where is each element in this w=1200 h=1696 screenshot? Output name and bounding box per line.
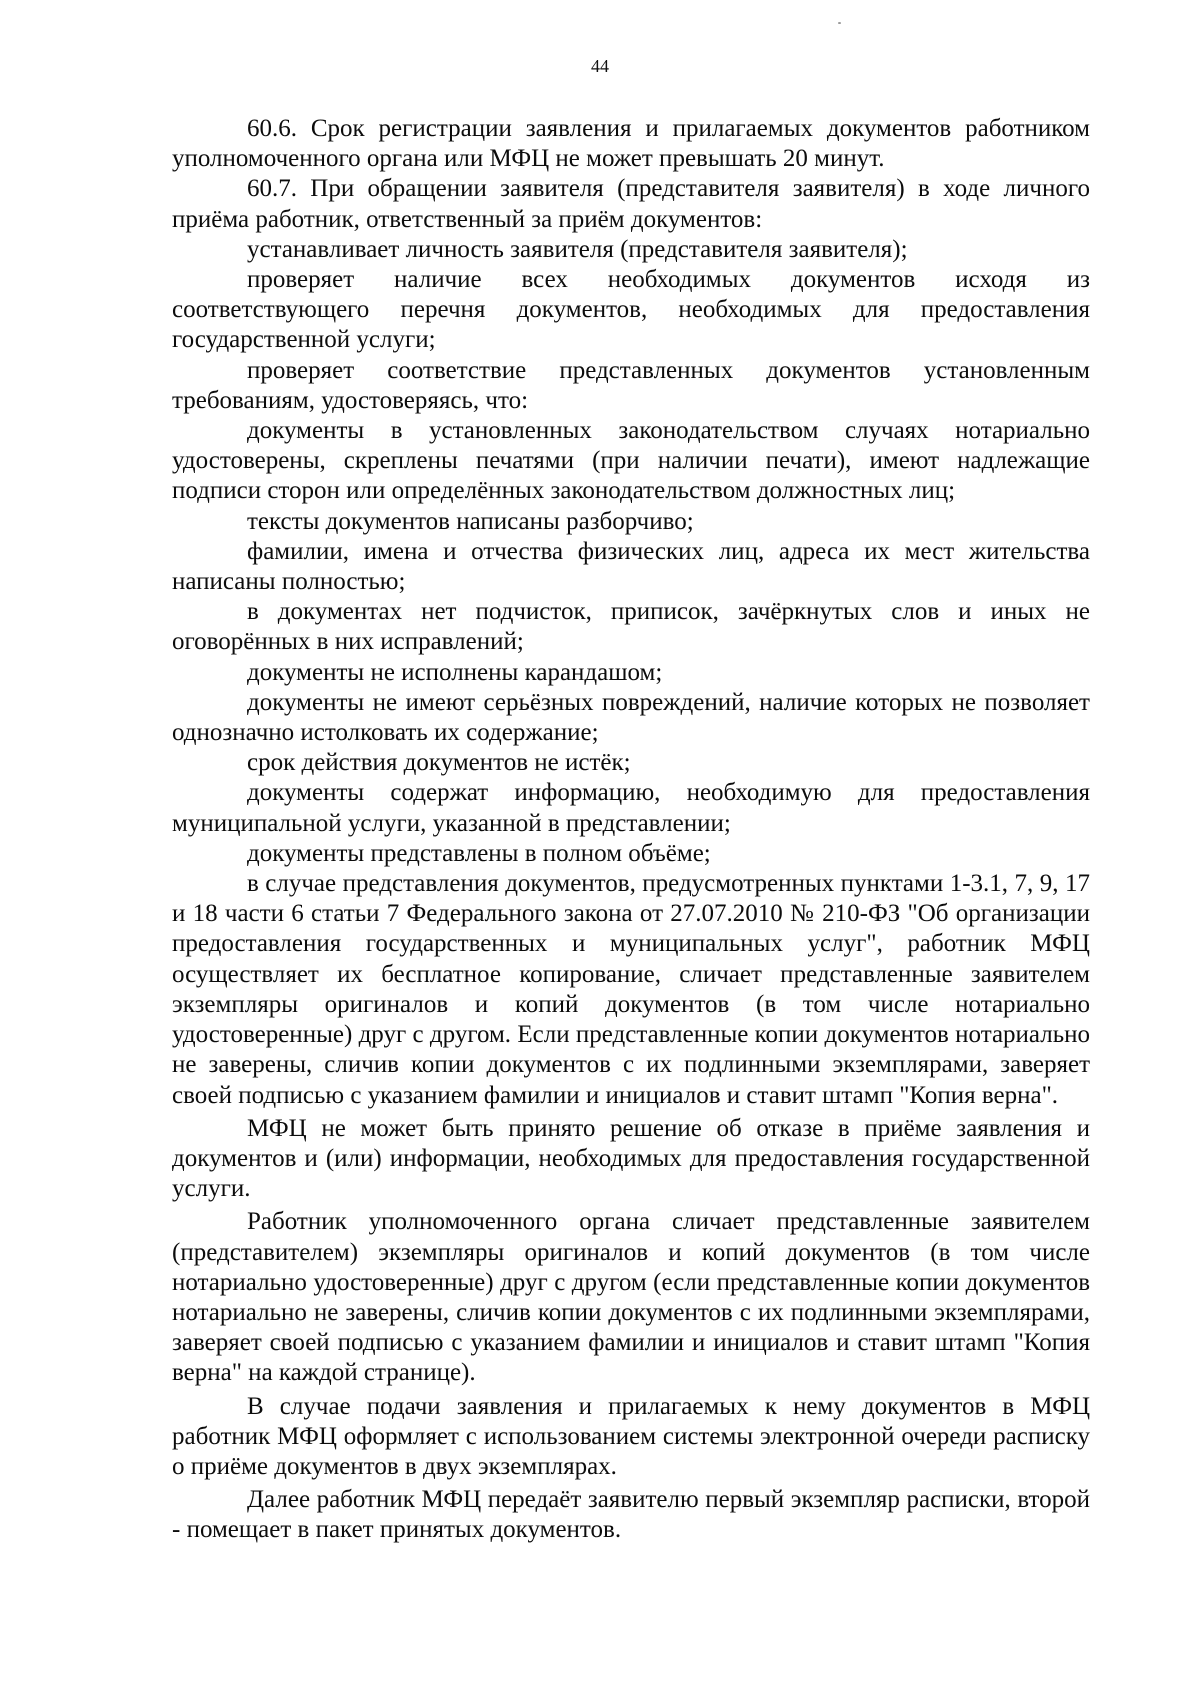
paragraph: В случае подачи заявления и прилагаемых к нему документов в МФЦ работник МФЦ оформляет с использованием системы электронной очереди расписку о приёме документов в двух экземплярах. bbox=[172, 1392, 1090, 1480]
list-item: в случае представления документов, предусмотренных пунктами 1-3.1, 7, 9, 17 и 18 части 6 статьи 7 Федерального закона от 27.07.2010 № 210-ФЗ "Об организации предоставления государственных и муниципальных услуг", работник МФЦ осуществляет их бесплатное копирование, сличает представленные заявителем экземпляры оригиналов и копий документов (в том числе нотариально удостоверенные) друг с другом. Если представленные копии документов нотариально не заверены, сличив копии документов с их подлинными экземплярами, заверяет своей подписью с указанием фамилии и инициалов и ставит штамп "Копия верна". bbox=[172, 870, 1090, 1109]
paragraph-60-7: 60.7. При обращении заявителя (представителя заявителя) в ходе личного приёма работник, ответственный за приём документов: bbox=[172, 175, 1090, 233]
list-item: срок действия документов не истёк; bbox=[247, 749, 631, 777]
list-item: фамилии, имена и отчества физических лиц, адреса их мест жительства написаны полностью; bbox=[172, 537, 1090, 596]
document-body bbox=[172, 114, 1090, 1546]
list-item: документы представлены в полном объёме; bbox=[247, 839, 711, 867]
list-item: документы в установленных законодательством случаях нотариально удостоверены, скреплены печатями (при наличии печати), имеют надлежащие подписи сторон или определённых законодательством должностных лиц; bbox=[172, 417, 1090, 505]
list-item: документы не исполнены карандашом; bbox=[247, 658, 663, 686]
paragraph: Далее работник МФЦ передаёт заявителю первый экземпляр расписки, второй - помещает в пакет принятых документов. bbox=[172, 1486, 1090, 1544]
paragraph: Работник уполномоченного органа сличает представленные заявителем (представителем) экземпляры оригиналов и копий документов (в том числе нотариально удостоверенные) друг с другом (если представленные копии документов нотариально не заверены, сличив копии документов с их подлинными экземплярами, заверяет своей подписью с указанием фамилии и инициалов и ставит штамп "Копия верна" на каждой странице). bbox=[172, 1208, 1090, 1387]
paragraph: МФЦ не может быть принято решение об отказе в приёме заявления и документов и (или) информации, необходимых для предоставления государственной услуги. bbox=[172, 1114, 1090, 1203]
page-number: 44 bbox=[591, 56, 609, 76]
list-item: документы содержат информацию, необходимую для предоставления муниципальной услуги, указанной в представлении; bbox=[172, 779, 1090, 837]
scan-speck bbox=[838, 22, 841, 24]
list-item: тексты документов написаны разборчиво; bbox=[247, 507, 694, 535]
list-item: документы не имеют серьёзных повреждений, наличие которых не позволяет однозначно истолковать их содержание; bbox=[172, 688, 1090, 747]
list-item: в документах нет подчисток, приписок, зачёркнутых слов и иных не оговорённых в них исправлений; bbox=[172, 598, 1090, 656]
list-item: устанавливает личность заявителя (представителя заявителя); bbox=[247, 235, 908, 263]
paragraph-60-6: 60.6. Срок регистрации заявления и прилагаемых документов работником уполномоченного органа или МФЦ не может превышать 20 минут. bbox=[172, 115, 1090, 173]
list-item: проверяет соответствие представленных документов установленным требованиям, удостоверяясь, что: bbox=[172, 356, 1090, 414]
list-item: проверяет наличие всех необходимых документов исходя из соответствующего перечня документов, необходимых для предоставления государственной услуги; bbox=[172, 266, 1090, 354]
